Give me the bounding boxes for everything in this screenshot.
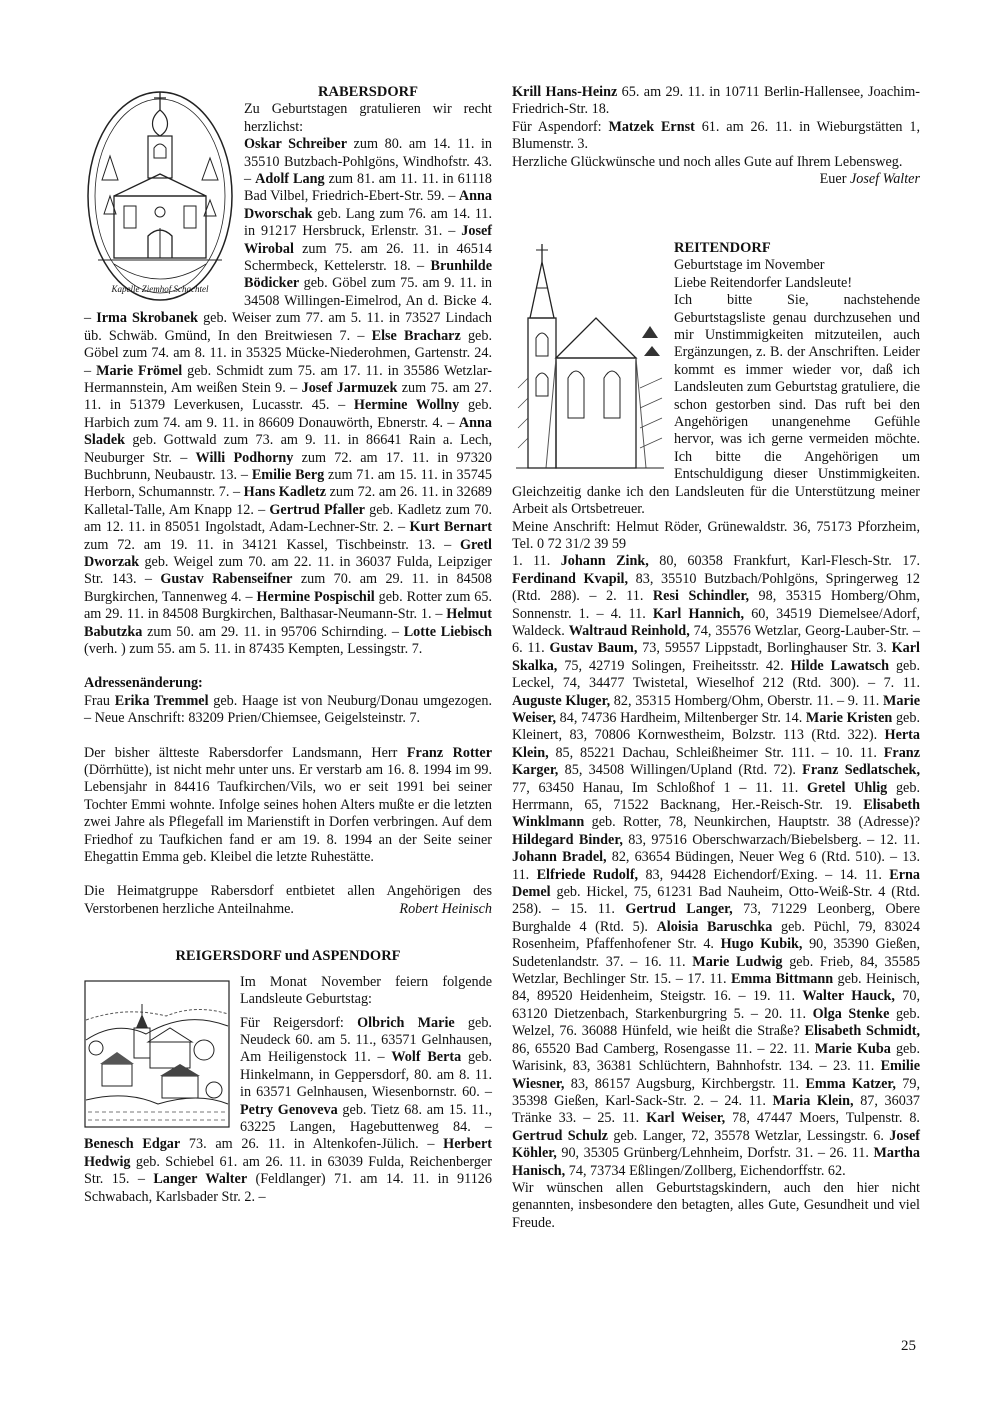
birthday-name: Hans Kadletz: [243, 484, 327, 501]
reitendorf-heading: REITENDORF: [674, 240, 771, 256]
reigersdorf-signature: Josef Walter: [849, 171, 920, 188]
birthday-name: Emma Bittmann: [730, 971, 834, 988]
birthday-details: geb. Herrmann, 65, 71522 Backnang, Her.-Reisch-Str. 19.: [512, 779, 920, 813]
birthday-details: zum 80. am 14. 11. in 35510 Butzbach-Pohlgöns, Windhofstr. 43. –: [244, 136, 492, 188]
condolence-text: Die Heimatgruppe Rabersdorf entbietet allen Angehörigen des Verstorbenen herzliche Anteilnahme. Robert Heinisch: [84, 883, 492, 917]
birthday-details: 73. am 26. 11. in Altenkofen-Jülich. –: [180, 1136, 444, 1153]
birthday-details: geb. Weigel zum 70. am 22. 11. in 36037 Fulda, Leipziger Str. 143. –: [84, 553, 492, 588]
birthday-name: Langer Walter: [153, 1171, 248, 1188]
obituary-text: Der bisher ältteste Rabersdorfer Landsmann, Herr Franz Rotter (Dörrhütte), ist nicht mehr unter uns. Er verstarb am 16. 8. 1994 im 99. Lebensjahr in 84416 Taufkirchen/Vils, wo er seit 1991 bei seiner Tochter Emmi wohnte. Infolge seines hohen Alters mußte er die letzten zwei Jahre als Pflegefall im Marienstift in Dorfen verbringen. Auf dem Friedhof zu Taufkichen fand er am 19. 8. 1994 an der Seite seiner Ehegattin Emma geb. Kleibel die letzte Ruhestätte.: [84, 744, 492, 866]
reitendorf-greeting: Liebe Reitendorfer Landsleute!: [674, 274, 853, 291]
reitendorf-subheading: Geburtstage im November: [674, 257, 825, 274]
birthday-name: Josef Jarmuzek: [301, 379, 398, 396]
birthday-name: Irma Skrobanek: [96, 310, 198, 327]
address-change-heading: Adressenänderung:: [84, 675, 203, 692]
birthday-name: Gertrud Pfaller: [269, 501, 365, 518]
birthday-name: Hugo Kubik,: [720, 936, 803, 953]
birthday-details: geb. Schmidt zum 75. am 17. 11. in 35586 Wetzlar-Hermannstein, Am weißen Stein 9. –: [84, 362, 493, 396]
birthday-name: Marie Kuba: [814, 1040, 891, 1057]
reigersdorf-birthday-list-continued: [512, 84, 920, 119]
birthday-name: Lotte Liebisch: [403, 623, 492, 640]
birthday-details: geb. Harbich zum 74. am 9. 11. in 86609 Donauwörth, Ebnerstr. 4. –: [84, 397, 492, 431]
reitendorf-closing: Wir wünschen allen Geburtstagskindern, auch den hier nicht genannten, insbesondere den betagten, alles Gute, Gesundheit und viel Freude.: [512, 1179, 920, 1231]
birthday-details: geb. Tietz 68. am 15. 11., 63225 Langen, Hagebuttenweg 84. –: [240, 1101, 492, 1135]
birthday-details: zum 72. am 19. 11. in 34121 Kassel, Tischbeinstr. 13. –: [84, 536, 460, 553]
birthday-details: geb. Hickel, 75, 61231 Bad Nauheim, Otto-Weiß-Str. 4 (Rtd. 258). – 15. 11.: [512, 884, 920, 918]
birthday-details: geb. Kleinert, 83, 70806 Kornwestheim, Bolzstr. 113 (Rtd. 322).: [512, 709, 920, 744]
birthday-name: Josef Wirobal: [244, 223, 492, 257]
birthday-details: 83, 97516 Oberschwarzach/Biebelsberg. – 12. 11.: [622, 831, 920, 848]
birthday-details: zum 75. am 27. 11. in 51379 Leverkusen, Lucasstr. 45. –: [84, 379, 492, 414]
birthday-details: 74, 35576 Wetzlar, Georg-Lauber-Str. – 6. 11.: [512, 622, 920, 657]
birthday-details: 74, 73734 Eßlingen/Zollberg, Eichendorffstr. 62.: [565, 1162, 846, 1179]
birthday-name: Anna Sladek: [84, 414, 492, 449]
birthday-name: Maria Klein,: [772, 1092, 854, 1109]
birthday-details: geb. Heinisch, 84, 89520 Heidenheim, Steigstr. 16. – 19. 11.: [512, 971, 920, 1005]
reigersdorf-intro: Im Monat November feiern folgende Landsleute Geburtstag:: [240, 973, 492, 1008]
birthday-name: Hildegard Binder,: [512, 831, 623, 848]
birthday-name: Hermine Pospischil: [256, 588, 375, 605]
birthday-details: 82, 63654 Büdingen, Neuer Weg 6 (Rtd. 510). – 13. 11.: [512, 849, 920, 883]
birthday-name: Else Bracharz: [371, 327, 461, 344]
birthday-name: Resi Schindler,: [652, 588, 750, 605]
birthday-name: Elfriede Rudolf,: [536, 866, 639, 883]
birthday-name: Auguste Kluger,: [512, 692, 611, 709]
birthday-name: Gertrud Schulz: [512, 1127, 608, 1144]
birthday-name: Gustav Rabenseifner: [160, 571, 293, 588]
birthday-details: 73, 59557 Lippstadt, Borlinghauser Str. 3.: [637, 640, 892, 657]
birthday-name: Olbrich Marie: [357, 1014, 455, 1031]
birthday-name: Gustav Baum,: [549, 640, 638, 657]
birthday-details: geb. Langer, 72, 35578 Wetzlar, Lessingstr. 6.: [607, 1127, 890, 1144]
rabersdorf-intro: Zu Geburtstagen gratulieren wir recht herzlichst:: [244, 101, 492, 135]
birthday-name: Elisabeth Winklmann: [512, 797, 920, 831]
reigersdorf-village-illustration: [84, 980, 230, 1128]
birthday-name: Marie Kristen: [805, 709, 893, 726]
reitendorf-church-illustration: [516, 238, 664, 472]
birthday-details: geb. Frieb, 84, 35585 Wetzlar, Bechlinger Str. 15. – 17. 11.: [512, 953, 921, 988]
birthday-details: geb. Hinkelmann, in Geppersdorf, 80. am 8. 11. in 63571 Gelnhausen, Wiesenbornstr. 60. –: [240, 1049, 492, 1101]
birthday-name: Karl Skalka,: [512, 640, 920, 674]
birthday-details: geb. Göbel zum 75. am 9. 11. in 34508 Willingen-Eimelrod, An d. Bicke 4. –: [84, 275, 492, 327]
birthday-name: Gertrud Langer,: [625, 901, 733, 918]
birthday-name: Johann Zink,: [560, 553, 649, 570]
birthday-details: 85, 34508 Willingen/Upland (Rtd. 72).: [558, 762, 803, 779]
page-number: 25: [901, 1338, 916, 1354]
birthday-details: geb. Kadletz zum 70. am 12. 11. in 85051 Ingolstadt, Adam-Lechner-Str. 2. –: [84, 501, 492, 536]
birthday-details: geb. Schiebel 61. am 26. 11. in 63039 Fulda, Reichenberger Str. 15. –: [84, 1153, 492, 1188]
birthday-name: Hermine Wollny: [353, 397, 460, 414]
birthday-name: Josef Köhler,: [512, 1127, 920, 1162]
rabersdorf-chapel-illustration: [84, 84, 236, 294]
reitendorf-address: Meine Anschrift: Helmut Röder, Grünewaldstr. 36, 75173 Pforzheim, Tel. 0 72 31/2 39 59: [512, 518, 920, 552]
birthday-details: zum 75. am 26. 11. in 46514 Schermbeck, Kettelerstr. 18. –: [244, 240, 492, 275]
birthday-name: Franz Sedlatschek,: [802, 762, 920, 779]
birthday-details: 83, 35510 Butzbach/Pohlgöns, Springerweg 12 (Rtd. 288). – 2. 11.: [512, 570, 920, 605]
birthday-name: Wolf Berta: [391, 1049, 462, 1066]
birthday-details: 83, 86157 Augsburg, Kirchbergstr. 11.: [564, 1075, 806, 1092]
birthday-name: Krill Hans-Heinz: [512, 84, 618, 100]
birthday-name: Adolf Lang: [255, 171, 325, 188]
birthday-name: Helmut Babutzka: [84, 606, 492, 640]
birthday-name: Marie Frömel: [96, 362, 183, 379]
condolence-signature: Robert Heinisch: [399, 900, 492, 917]
reitendorf-birthday-list: 1. 11. Johann Zink, 80, 60358 Frankfurt, Karl-Flesch-Str. 17. Ferdinand Kvapil, 83, 35510 Butzbach/Pohlgöns, Springerweg 12 (Rtd. 288). – 2. 11. Resi Schindler, 98, 35315 Homberg/Ohm, Sonnenstr. 1. – 4. 11. Karl Hannich, 60, 34519 Diemelsee/Adorf, Waldeck. Waltraud Reinhold, 74, 35576 Wetzlar, Georg-Lauber-Str. – 6. 11. Gustav Baum, 73, 59557 Lippstadt, Borlinghauser Str. 3. Karl Skalka, 75, 42719 Solingen, Freiheitsstr. 42. Hilde Lawatsch geb. Leckel, 74, 34477 Twistetal, Wieselhof 212 (Rtd. 300). – 7. 11. Auguste Kluger, 82, 35315 Homberg/Ohm, Oberstr. 11. – 9. 11. Marie Weiser, 84, 74736 Hardheim, Miltenberger Str. 14. Marie Kristen geb. Kleinert, 83, 70806 Kornwestheim, Bolzstr. 113 (Rtd. 322). Herta Klein, 85, 85221 Dachau, Schleißheimer Str. 111. – 10. 11. Franz Karger, 85, 34508 Willingen/Upland (Rtd. 72). Franz Sedlatschek, 77, 63450 Hanau, Im Schloßhof 1 – 11. 11. Gretel Uhlig geb. Herrmann, 65, 71522 Backnang, Her.-Reisch-Str. 19. Elisabeth Winklmann geb. Rotter, 78, Neunkirchen, Hauptstr. 38 (Adresse)? Hildegard Binder, 83, 97516 Oberschwarzach/Biebelsberg. – 12. 11. Johann Bradel, 82, 63654 Büdingen, Neuer Weg 6 (Rtd. 510). – 13. 11. Elfriede Rudolf, 83, 94428 Eichendorf/Exing. – 14. 11. Erna Demel geb. Hickel, 75, 61231 Bad Nauheim, Otto-Weiß-Str. 4 (Rtd. 258). – 15. 11. Gertrud Langer, 73, 71229 Leonberg, Obere Burghalde 4 (Rtd. 5). Aloisia Baruschka geb. Püchl, 79, 83024 Rosenheim, Pfaffenhofener Str. 4. Hugo Kubik, 90, 35390 Gießen, Sudetenlandstr. 37. – 16. 11. Marie Ludwig geb. Frieb, 84, 35585 Wetzlar, Bechlinger Str. 15. – 17. 11. Emma Bittmann geb. Heinisch, 84, 89520 Heidenheim, Steigstr. 16. – 19. 11. Walter Hauck, 70, 63120 Dietzenbach, Starkenburgring 5. – 20. 11. Olga Stenke geb. Welzel, 76. 36088 Hünfeld, wie heißt die Straße? Elisabeth Schmidt, 86, 65520 Bad Camberg, Rosengasse 11. – 22. 11. Marie Kuba geb. Warisink, 83, 36381 Schlüchtern, Bahnhofstr. 134. – 23. 11. Emilie Wiesner, 83, 86157 Augsburg, Kirchbergstr. 11. Emma Katzer, 79, 35398 Gießen, Karl-Sack-Str. 2. – 24. 11. Maria Klein, 87, 36037 Tränke 33. – 25. 11. Karl Weiser, 78, 47447 Moers, Tulpenstr. 8. Gertrud Schulz geb. Langer, 72, 35578 Wetzlar, Lessingstr. 6. Josef Köhler, 90, 35305 Grünberg/Lehnheim, Dorfstr. 31. – 26. 11. Martha Hanisch, 74, 73734 Eßlingen/Zollberg, Eichendorffstr. 62.: [512, 553, 921, 1179]
birthday-details: 87, 36037 Tränke 33. – 25. 11.: [512, 1092, 920, 1127]
birthday-name: Ferdinand Kvapil,: [512, 570, 629, 587]
birthday-details: zum 81. am 11. 11. in 61118 Bad Vilbel, Friedrich-Ebert-Str. 59. –: [244, 171, 493, 205]
reigersdorf-birthday-list: Für Reigersdorf: Olbrich Marie geb. Neudeck 60. am 5. 11., 63571 Gelnhausen, Am Heiligenstock 11. – Wolf Berta geb. Hinkelmann, in Geppersdorf, 80. am 8. 11. in 63571 Gelnhausen, Wiesenbornstr. 60. – Petry Genoveva geb. Tietz 68. am 15. 11., 63225 Langen, Hagebuttenweg 84. – Benesch Edgar 73. am 26. 11. in Altenkofen-Jülich. – Herbert Hedwig geb. Schiebel 61. am 26. 11. in 63039 Fulda, Reichenberger Str. 15. – Langer Walter (Feldlanger) 71. am 14. 11. in 91126 Schwabach, Karlsbader Str. 2. –: [84, 1014, 492, 1205]
birthday-name: Erna Demel: [512, 866, 920, 901]
birthday-details: geb. Weiser zum 77. am 5. 11. in 73527 Lindach üb. Schwäb. Gmünd, In den Breitwiesen 7. –: [84, 310, 492, 344]
birthday-details: geb. Leckel, 74, 34477 Twistetal, Wieselhof 212 (Rtd. 300). – 7. 11.: [512, 657, 920, 692]
right-column: [512, 84, 920, 1232]
birthday-name: Willi Podhorny: [195, 449, 294, 466]
birthday-name: Marie Weiser,: [512, 692, 921, 726]
birthday-name: Gretl Dworzak: [84, 536, 492, 570]
birthday-name: Waltraud Reinhold,: [568, 622, 690, 639]
aspendorf-birthday: Für Aspendorf: Matzek Ernst 61. am 26. 11. in Wieburgstätten 1, Blumenstr. 3.: [512, 118, 920, 153]
birthday-name: Franz Karger,: [512, 744, 920, 779]
birthday-details: 83, 94428 Eichendorf/Exing. – 14. 11.: [638, 866, 890, 883]
birthday-details: geb. Püchl, 79, 83024 Rosenheim, Pfaffenhofener Str. 4.: [512, 918, 920, 953]
birthday-details: geb. Rotter, 78, Neunkirchen, Hauptstr. 38 (Adresse)?: [584, 814, 920, 831]
birthday-details: 90, 35305 Grünberg/Lehnheim, Dorfstr. 31. – 26. 11.: [556, 1145, 874, 1162]
birthday-details: zum 70. am 29. 11. in 84508 Burgkirchen, Tannenweg 4. –: [84, 571, 492, 605]
birthday-details: 80, 60358 Frankfurt, Karl-Flesch-Str. 17.: [648, 553, 921, 570]
birthday-name: Herbert Hedwig: [84, 1136, 492, 1170]
birthday-name: Gretel Uhlig: [807, 779, 888, 796]
birthday-details: geb. Neudeck 60. am 5. 11., 63571 Gelnhausen, Am Heiligenstock 11. –: [240, 1014, 492, 1066]
illustration-caption: Kapelle Ziemhof Schachtel: [111, 284, 209, 294]
birthday-name: Marie Ludwig: [692, 953, 783, 970]
left-column: [84, 84, 492, 1206]
birthday-details: zum 71. am 15. 11. in 35745 Herborn, Schumannstr. 7. –: [84, 466, 492, 501]
birthday-details: geb. Welzel, 76. 36088 Hünfeld, wie heißt die Straße?: [512, 1005, 920, 1040]
birthday-details: geb. Warisink, 83, 36381 Schlüchtern, Bahnhofstr. 134. – 23. 11.: [512, 1040, 920, 1075]
birthday-name: Karl Hannich,: [652, 605, 745, 622]
birthday-details: 90, 35390 Gießen, Sudetenlandstr. 37. – 16. 11.: [512, 936, 920, 970]
birthday-details: zum 72. am 17. 11. in 97320 Buchbrunn, Neubaustr. 13. –: [84, 449, 492, 483]
birthday-name: Petry Genoveva: [240, 1101, 338, 1118]
birthday-name: Walter Hauck,: [802, 988, 895, 1005]
birthday-name: Emilie Berg: [251, 466, 325, 483]
birthday-details: 77, 63450 Hanau, Im Schloßhof 1 – 11. 11.: [512, 779, 808, 796]
birthday-details: 70, 63120 Dietzenbach, Starkenburgring 5. – 20. 11.: [512, 988, 920, 1022]
birthday-name: Brunhilde Bödicker: [244, 258, 492, 292]
birthday-name: Herta Klein,: [512, 727, 920, 761]
birthday-details: 60, 34519 Diemelsee/Adorf, Waldeck.: [512, 605, 920, 639]
birthday-name: Aloisia Baruschka: [656, 918, 773, 935]
reitendorf-letter: Ich bitte Sie, nachstehende Geburtstagsliste genau durchzusehen und mir Unstimmigkeiten mitzuteilen, auch Ergänzungen, z. B. der Anschriften. Leider kommt es immer wieder vor, daß ich Landsleuten zum Geburtstag gratuliere, die schon gestorben sind. Das ruft bei den Angehörigen unangenehme Gefühle hervor, was ich gerne vermeiden möchte. Ich bitte die Angehörigen um Entschuldigung dieser Unstimmigkeiten. Gleichzeitig danke ich den Landsleuten für die Unterstützung meiner Arbeit als Ortsbetreuer.: [512, 292, 920, 518]
birthday-name: Martha Hanisch,: [512, 1145, 920, 1179]
birthday-name: Johann Bradel,: [512, 849, 607, 866]
birthday-name: Hilde Lawatsch: [790, 657, 889, 674]
address-change-text: Frau Erika Tremmel geb. Haage ist von Neuburg/Donau umgezogen. – Neue Anschrift: 83209 Prien/Chiemsee, Geigelsteinstr. 7.: [84, 692, 492, 727]
birthday-details: 84, 74736 Hardheim, Miltenberger Str. 14.: [556, 709, 806, 726]
birthday-details: 98, 35315 Homberg/Ohm, Sonnenstr. 1. – 4. 11.: [512, 588, 921, 622]
birthday-details: 82, 35315 Homberg/Ohm, Oberstr. 11. – 9. 11.: [610, 692, 883, 709]
reigersdorf-wishes: Herzliche Glückwünsche und noch alles Gute auf Ihrem Lebensweg. Euer Josef Walter: [512, 153, 920, 188]
birthday-details: zum 72. am 26. 11. in 32689 Kalletal-Talle, Am Knapp 12. –: [84, 484, 492, 518]
birthday-name: Anna Dworschak: [244, 188, 492, 222]
birthday-name: Emma Katzer,: [805, 1075, 896, 1092]
birthday-details: 86, 65520 Bad Camberg, Rosengasse 11. – 22. 11.: [512, 1040, 815, 1057]
birthday-details: (verh. ) zum 55. am 5. 11. in 87435 Kempten, Lessingstr. 7.: [84, 641, 423, 657]
birthday-name: Kurt Bernart: [409, 519, 492, 536]
birthday-details: geb. Lang zum 76. am 14. 11. in 91217 Hersbruck, Erlenstr. 31. –: [244, 205, 492, 240]
birthday-details: 78, 47447 Moers, Tulpenstr. 8.: [725, 1110, 920, 1127]
birthday-details: geb. Rotter zum 65. am 29. 11. in 84508 Burgkirchen, Balthasar-Neumann-Str. 1. –: [84, 588, 493, 623]
reigersdorf-heading: REIGERSDORF und ASPENDORF: [175, 948, 401, 965]
birthday-details: 73, 71229 Leonberg, Obere Burghalde 4 (Rtd. 5).: [512, 901, 920, 935]
birthday-name: Elisabeth Schmidt,: [804, 1023, 921, 1040]
birthday-details: 79, 35398 Gießen, Karl-Sack-Str. 2. – 24. 11.: [512, 1075, 921, 1109]
birthday-name: Oskar Schreiber: [244, 136, 348, 153]
birthday-details: 65. am 29. 11. in 10711 Berlin-Hallensee, Joachim-Friedrich-Str. 18.: [512, 84, 920, 118]
rabersdorf-heading: RABERSDORF: [318, 84, 418, 100]
birthday-details: geb. Gottwald zum 73. am 9. 11. in 86641 Rain a. Lech, Neuburger Str. –: [84, 432, 492, 466]
birthday-name: Karl Weiser,: [646, 1110, 726, 1127]
birthday-name: Benesch Edgar: [84, 1136, 181, 1153]
birthday-name: Olga Stenke: [812, 1005, 890, 1022]
birthday-details: geb. Göbel zum 74. am 8. 11. in 35325 Mücke-Niederohmen, Gartenstr. 24. –: [84, 327, 492, 379]
birthday-details: zum 50. am 29. 11. in 95706 Schirnding. –: [142, 623, 404, 640]
birthday-details: 75, 42719 Solingen, Freiheitsstr. 42.: [557, 657, 791, 674]
birthday-details: (Feldlanger) 71. am 14. 11. in 91126 Schwabach, Karlsbader Str. 2. –: [84, 1171, 492, 1205]
birthday-details: 85, 85221 Dachau, Schleißheimer Str. 111. – 10. 11.: [548, 744, 884, 761]
birthday-name: Emilie Wiesner,: [512, 1058, 920, 1092]
